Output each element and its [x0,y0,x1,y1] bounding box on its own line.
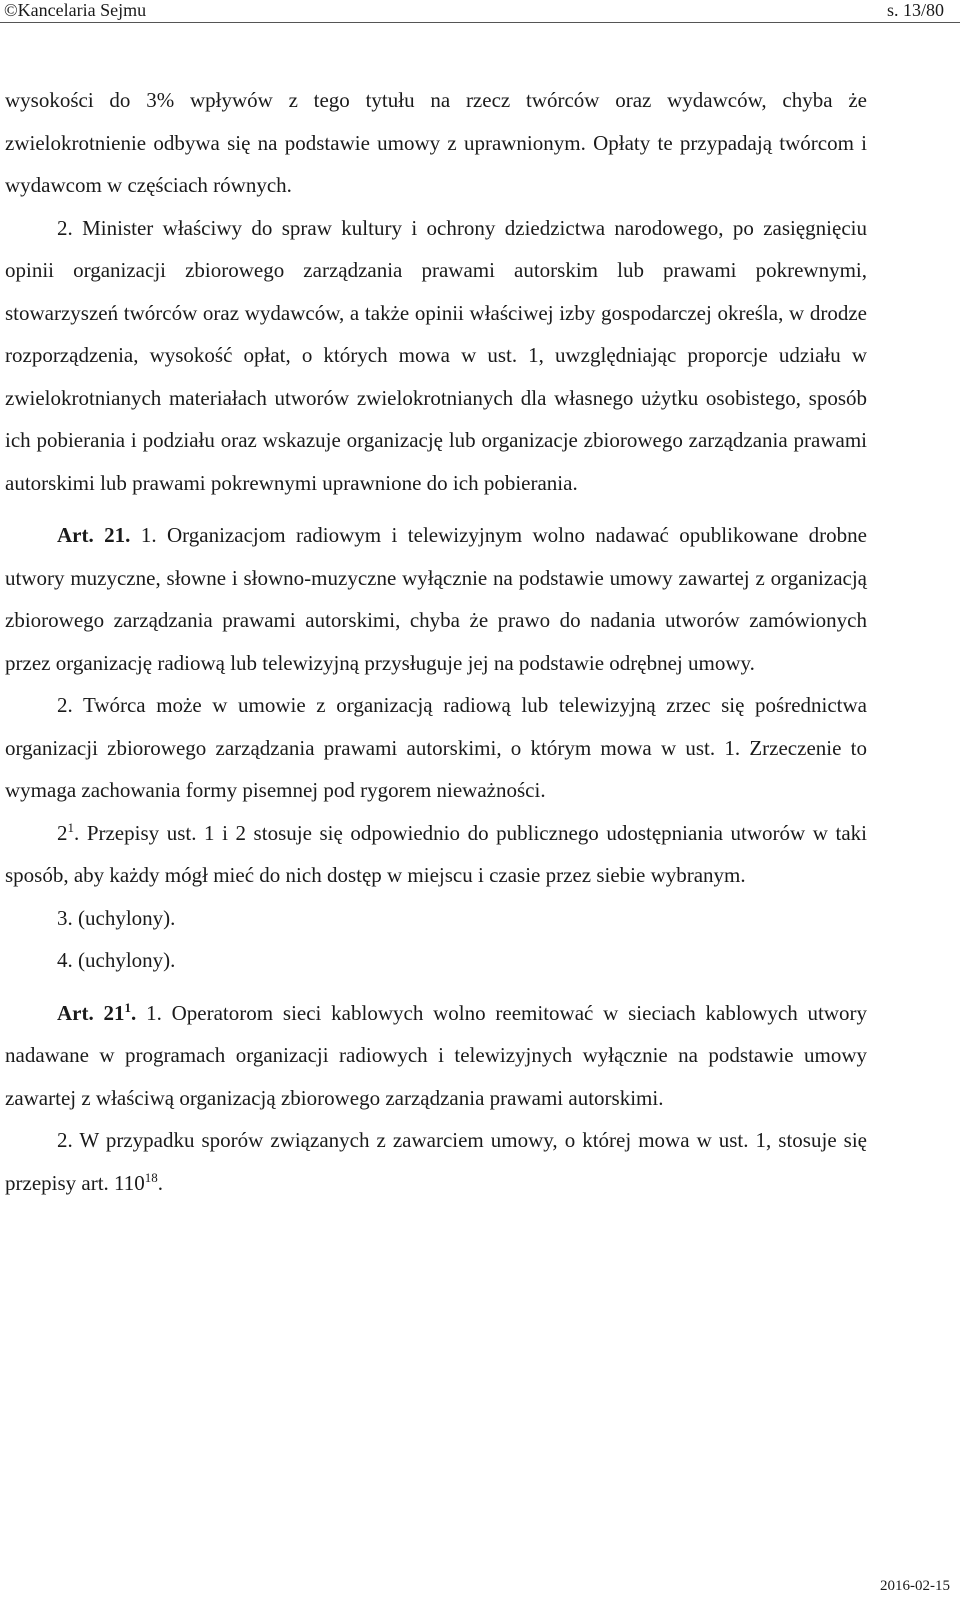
article-21-text: 1. Organizacjom radiowym i telewizyjnym wolno nadawać opublikowane drobne utwory muzyczne, słowne i słowno-muzyczne wyłącznie na podstawie umowy zawartej z organizacją zbiorowego zarządzania prawami autorskimi, chyba że prawo do nadania utworów zamówionych przez organizację radiową lub telewizyjną przysługuje jej na podstawie odrębnej umowy. [5,523,867,675]
article-21-ust-3: 3. (uchylony). [57,905,176,930]
page-number: s. 13/80 [886,0,944,20]
ust-superscript: 1 [67,819,74,835]
ust-number: 2 [57,820,68,845]
footer-date: 2016-02-15 [880,1578,950,1594]
art-110-superscript: 18 [144,1169,158,1185]
article-21-label: Art. 21. [57,523,131,547]
article-21-1-text: 1. Operatorom sieci kablowych wolno reemitować w sieciach kablowych utwory nadawane w programach organizacji radiowych i telewizyjnych wyłącznie na podstawie umowy zawartej z właściwą organizacją zbiorowego zarządzania prawami autorskimi. [5,1000,867,1110]
copyright-label: ©Kancelaria Sejmu [4,0,147,20]
ust-2-end: . [157,1170,164,1195]
article-21-1-label [57,1001,136,1025]
page-header [0,0,960,23]
ust-2-text: 2. W przypadku sporów związanych z zawarciem umowy, o której mowa w ust. 1, stosuje się przepisy art. 110 [5,1128,867,1195]
article-21-1-ust-2 [5,1119,867,1204]
paragraph-continuation: wysokości do 3% wpływów z tego tytułu na rzecz twórców oraz wydawców, chyba że zwielokrotnienie odbywa się na podstawie umowy z uprawnionym. Opłaty te przypadają twórcom i wydawcom w częściach równych. [5,88,867,197]
article-21-ust-4: 4. (uchylony). [57,948,176,972]
article-21-1-label-text: Art. 21 [57,1000,125,1025]
article-21-ust-2-1 [5,812,867,897]
article-21-1-superscript: 1 [124,999,132,1015]
ust-text: . Przepisy ust. 1 i 2 stosuje się odpowiednio do publicznego udostępniania utworów w taki sposób, aby każdy mógł mieć do nich dostęp w miejscu i czasie przez siebie wybranym. [5,820,867,887]
article-21 [5,514,867,684]
article-21-ust-2: 2. Twórca może w umowie z organizacją radiową lub telewizyjną zrzec się pośrednictwa organizacji zbiorowego zarządzania prawami autorskimi, o którym mowa w ust. 1. Zrzeczenie to wymaga zachowania formy pisemnej pod rygorem nieważności. [5,693,867,802]
document-body [5,79,867,1204]
article-21-1-label-dot: . [131,1000,137,1025]
article-21-1 [5,992,867,1120]
paragraph-ust-2: 2. Minister właściwy do spraw kultury i ochrony dziedzictwa narodowego, po zasięgnięciu opinii organizacji zbiorowego zarządzania prawami autorskim lub prawami pokrewnymi, stowarzyszeń twórców oraz wydawców, a także opinii właściwej izby gospodarczej określa, w drodze rozporządzenia, wysokość opłat, o których mowa w ust. 1, uwzględniając proporcje udziału w zwielokrotnianych materiałach utworów zwielokrotnianych dla własnego użytku osobistego, sposób ich pobierania i podziału oraz wskazuje organizację lub organizacje zbiorowego zarządzania prawami autorskimi lub prawami pokrewnymi uprawnione do ich pobierania. [5,215,867,495]
